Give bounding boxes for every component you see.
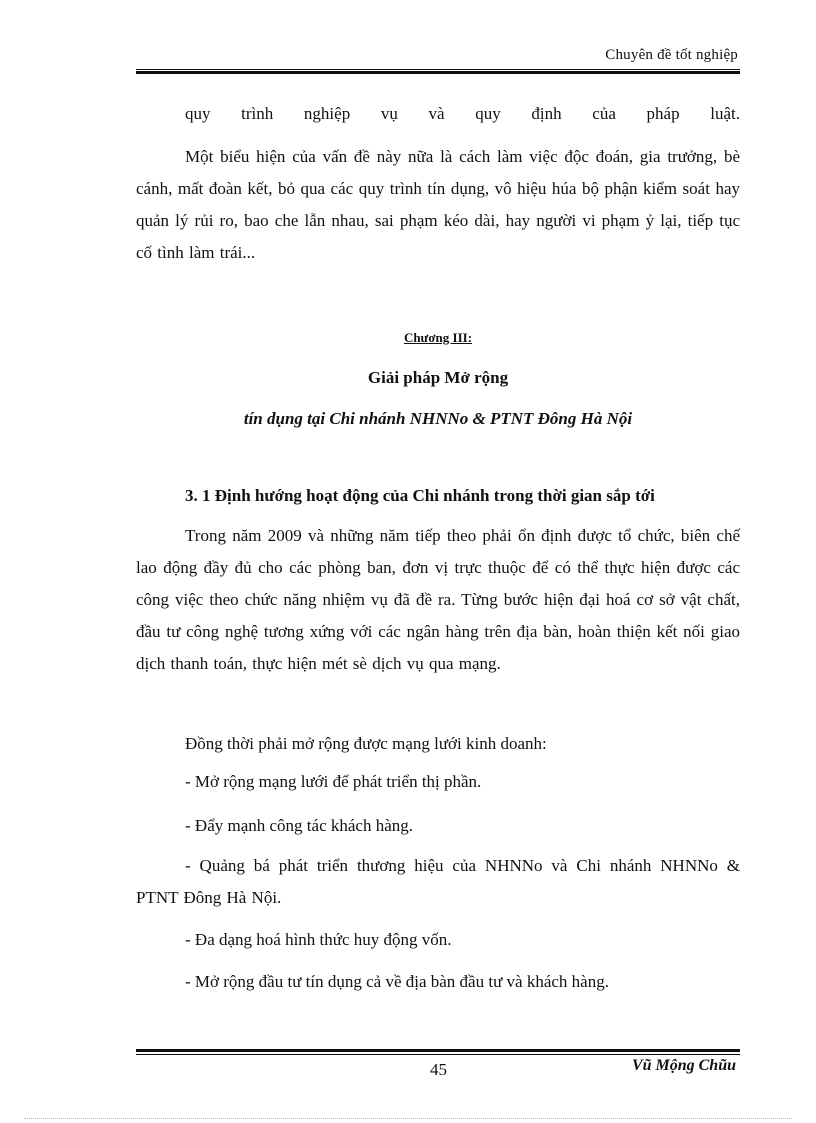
list-item: - Quảng bá phát triển thương hiệu của NHNNo và Chi nhánh NHNNo & PTNT Đông Hà Nội. (136, 856, 740, 907)
list-item: - Đa dạng hoá hình thức huy động vốn. (185, 930, 452, 949)
chapter-title-line1: Giải pháp Mở rộng (367, 368, 509, 387)
paragraph-continuation: quy trình nghiệp vụ và quy định của pháp luật. (185, 104, 740, 123)
list-item: - Mở rộng đầu tư tín dụng cả về địa bàn đầu tư và khách hàng. (185, 972, 609, 991)
page-number: 45 (430, 1060, 447, 1079)
paragraph-orientation: Trong năm 2009 và những năm tiếp theo phải ổn định được tổ chức, biên chế lao động đầy đủ cho các phòng ban, đơn vị trực thuộc để có thể thực hiện được các công việc theo chức năng nhiệm vụ đã đề ra. Từng bước hiện đại hoá cơ sở vật chất, đầu tư công nghệ tương xứng với các ngân hàng trên địa bàn, hoàn thiện kết nối giao dịch thanh toán, thực hiện mét sè dịch vụ qua mạng. (136, 526, 740, 673)
footer-rule-thin (136, 1054, 740, 1055)
header-title: Chuyên đề tốt nghiệp (605, 47, 738, 63)
header-rule-thick (136, 71, 740, 74)
page-bottom-edge (24, 1118, 792, 1119)
list-item: - Đẩy mạnh công tác khách hàng. (185, 816, 413, 835)
header-rule-thin (136, 69, 740, 70)
list-item: - Mở rộng mạng lưới để phát triển thị phần. (185, 772, 482, 791)
author-name: Vũ Mộng Chũu (631, 1057, 736, 1074)
chapter-title-line2: tín dụng tại Chi nhánh NHNNo & PTNT Đông Hà Nội (243, 409, 633, 428)
chapter-label: Chương III: (403, 330, 473, 345)
paragraph-abuse: Một biểu hiện của vấn đề này nữa là cách làm việc độc đoán, gia trưởng, bè cánh, mất đoàn kết, bỏ qua các quy trình tín dụng, vô hiệu húa bộ phận kiểm soát hay quản lý rủi ro, bao che lẫn nhau, sai phạm kéo dài, hay người vi phạm ỷ lại, tiếp tục cố tình làm trái... (136, 147, 740, 262)
paragraph-intro: Đồng thời phải mở rộng được mạng lưới kinh doanh: (185, 734, 547, 753)
footer-rule-thick (136, 1049, 740, 1052)
section-heading: 3. 1 Định hướng hoạt động của Chi nhánh trong thời gian sắp tới (185, 486, 655, 505)
